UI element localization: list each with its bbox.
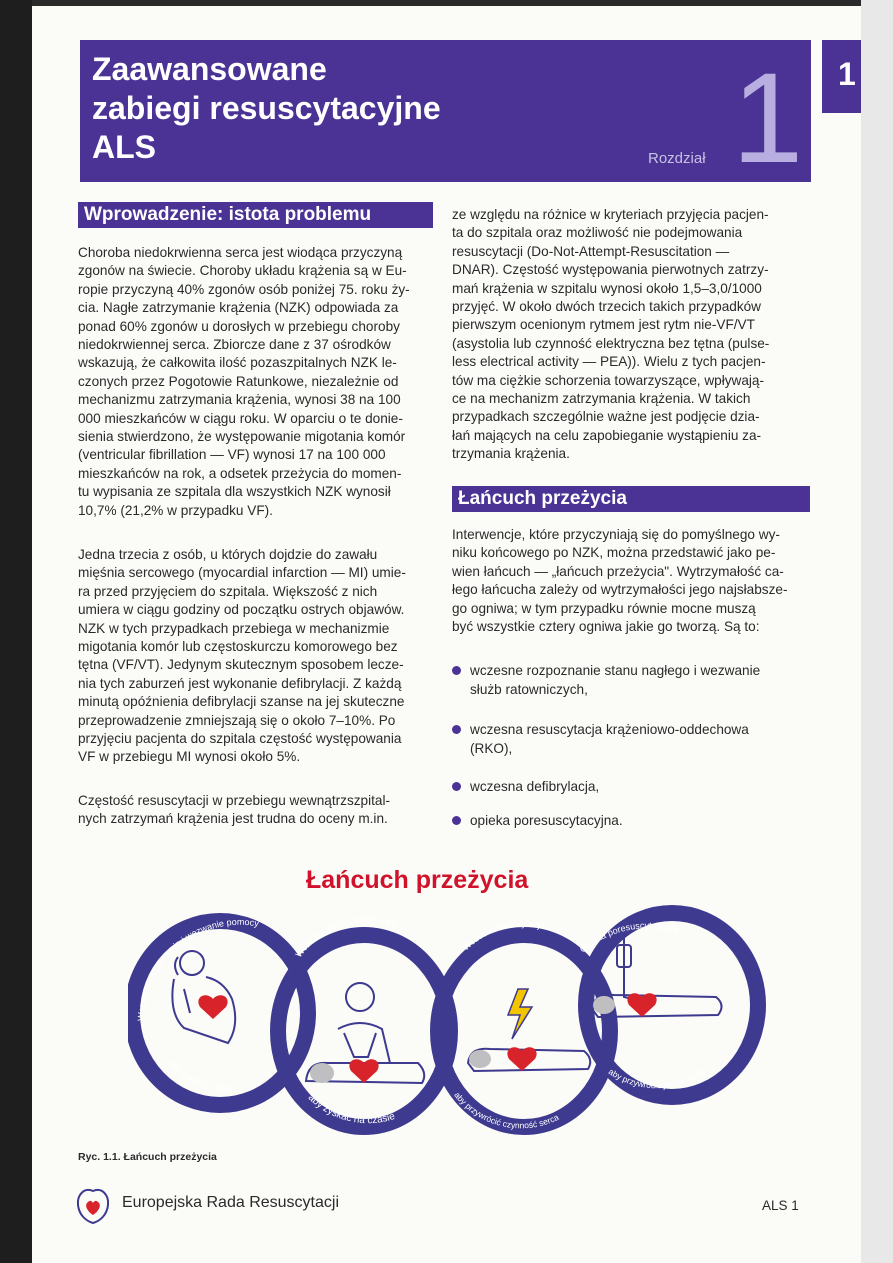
text-line: wczesna defibrylacja,: [470, 779, 600, 794]
text-line: resuscytacji (Do-Not-Attempt-Resuscitation —: [452, 243, 730, 259]
text-line: less electrical activity — PEA)). Wielu z tych pacjen-: [452, 354, 766, 370]
text-line: czonych przez Pogotowie Ratunkowe, niezależnie od: [78, 373, 399, 389]
right-paragraph-2: [452, 526, 787, 636]
text-line: Częstość resuscytacji w przebiegu wewnątrzszpital-: [78, 793, 391, 808]
iv-drip-icon: [617, 937, 648, 1003]
figure-title: Łańcuch przeżycia: [306, 866, 529, 894]
lightning-bolt-icon: [508, 989, 532, 1039]
text-line: (ventricular fibrillation — VF) wynosi 17 na 100 000: [78, 447, 386, 463]
chapter-title-line-2: zabiegi resuscytacyjne: [92, 90, 441, 126]
chapter-tab: 1: [822, 40, 861, 113]
chapter-title-line-3: ALS: [92, 129, 156, 165]
text-line: pierwszym ocenionym rytmem jest rytm nie-VF/VT: [452, 317, 755, 333]
section-heading-intro: Wprowadzenie: istota problemu: [78, 202, 433, 228]
text-line: wczesna resuscytacja krążeniowo-oddechowa: [470, 722, 749, 737]
text-line: Jedna trzecia z osób, u których dojdzie do zawału: [78, 547, 378, 562]
text-line: sienia stwierdzono, że występowanie migotania komór: [78, 429, 406, 445]
text-line: ze względu na różnice w kryteriach przyjęcia pacjen-: [452, 207, 769, 222]
text-line: niku końcowego po NZK, można przedstawić jako pe-: [452, 545, 776, 561]
link4-top-label: [578, 920, 680, 954]
text-line: tów ma ciężkie schorzenia towarzyszące, wpływają-: [452, 372, 765, 388]
bullet-dot-icon: [452, 782, 461, 791]
text-line: opieka poresuscytacyjna.: [470, 813, 623, 828]
text-line: ce na mechanizm zatrzymania krążenia. W takich: [452, 391, 751, 407]
text-line: mechanizmu zatrzymania krążenia, wynosi 38 na 100: [78, 392, 401, 408]
chapter-title-line-1: Zaawansowane: [92, 51, 327, 87]
text-line: być wszystkie cztery ogniwa jakie go tworzą. Są to:: [452, 619, 760, 635]
text-line: DNAR). Częstość występowania pierwotnych zatrzy-: [452, 262, 769, 278]
text-line: mieszkańców na rok, a odsetek przeżycia do momen-: [78, 465, 402, 481]
text-line: cia. Nagłe zatrzymanie krążenia (NZK) odpowiada za: [78, 300, 399, 316]
text-line: umiera w ciągu godziny od początku ostrych objawów.: [78, 602, 405, 618]
link4-bottom-text: aby przywrócić jakość życia: [606, 1065, 708, 1091]
text-line: łań mających na celu zapobieganie wystąpieniu za-: [452, 427, 762, 443]
text-line: nia tych zaburzeń jest wykonanie defibrylacji. Z każdą: [78, 675, 402, 691]
text-line: przeprowadzenie zmniejszają się o około 7–10%. Po: [78, 712, 396, 728]
link3-top-text: Wczesna defibrylacja: [460, 918, 547, 953]
text-line: VF w przebiegu MI wynosi około 5%.: [78, 749, 301, 765]
left-paragraph-2: [78, 546, 406, 767]
patient-head-icon: [310, 1063, 334, 1083]
erc-logo-icon: [74, 1185, 112, 1225]
patient-head-icon: [469, 1050, 491, 1068]
text-line: (RKO),: [470, 741, 513, 756]
chapter-header: [80, 40, 811, 190]
heart-icon: [627, 993, 656, 1017]
text-line: trzymania krążenia.: [452, 446, 570, 462]
text-line: ropie przyczyną 40% zgonów osób poniżej 75. roku ży-: [78, 281, 410, 297]
chain-of-survival-figure: [128, 893, 768, 1139]
link1-top-text: Wczesne rozpoznanie i wezwanie pomocy: [135, 916, 260, 1022]
text-line: łego łańcucha zależy od wytrzymałości jego najsłabsze-: [452, 582, 788, 598]
bullet-dot-icon: [452, 816, 461, 825]
text-line: nych zatrzymań krążenia jest trudna do oceny m.in.: [78, 811, 388, 827]
text-line: minutą opóźnienia defibrylacji szanse na jej skuteczne: [78, 694, 405, 710]
text-line: Interwencje, które przyczyniają się do pomyślnego wy-: [452, 527, 780, 542]
text-line: (asystolia lub czynność elektryczna bez tętna (pulse-: [452, 335, 770, 351]
link1-bottom-text: aby zapobiec NZK: [166, 1057, 234, 1095]
heart-icon: [198, 995, 227, 1019]
text-line: NZK w tych przypadkach przebiega w mechanizmie: [78, 620, 390, 636]
figure-caption: Ryc. 1.1. Łańcuch przeżycia: [78, 1151, 217, 1163]
heart-icon: [507, 1047, 536, 1071]
text-line: go ogniwa; w tym przypadku równie mocne muszą: [452, 600, 756, 616]
text-line: niedokrwiennej serca. Zbiorcze dane z 37 ośrodków: [78, 337, 391, 353]
footer-page-number: ALS 1: [762, 1198, 799, 1213]
scan-edge-right: [861, 0, 893, 1263]
text-line: przyjęć. W około dwóch trzecich takich przypadków: [452, 299, 761, 315]
text-line: przyjęciu pacjenta do szpitala częstość występowania: [78, 731, 402, 747]
text-line: Choroba niedokrwienna serca jest wiodąca przyczyną: [78, 245, 403, 260]
text-line: wien łańcuch — „łańcuch przeżycia". Wytrzymałość ca-: [452, 563, 784, 579]
link1-top-label: [136, 917, 260, 1021]
text-line: tu wypisania ze szpitala dla wszystkich NZK wynosił: [78, 484, 391, 500]
link2-bottom-text: aby zyskać na czasie: [305, 1092, 397, 1127]
text-line: służb ratowniczych,: [470, 682, 588, 697]
patient-head-icon: [593, 996, 615, 1014]
text-line: mań krążenia w szpitalu wynosi około 1,5–3,0/1000: [452, 280, 762, 296]
section-heading-chain: Łańcuch przeżycia: [452, 486, 810, 512]
chapter-label: Rozdział: [648, 150, 706, 167]
text-line: 000 mieszkańców w ciągu roku. W oparciu o te donie-: [78, 410, 403, 426]
footer-organization: Europejska Rada Resuscytacji: [122, 1194, 339, 1211]
link3-bottom-text: aby przywrócić czynność serca: [452, 1089, 561, 1131]
link4-top-text: Opieka poresuscytacyjna: [577, 920, 680, 955]
text-line: wskazują, że całkowita ilość pozaszpitalnych NZK le-: [78, 355, 397, 371]
left-paragraph-1: [78, 244, 410, 520]
text-line: 10,7% (21,2% w przypadku VF).: [78, 502, 273, 518]
scan-edge-left: [0, 0, 32, 1263]
text-line: zgonów na świecie. Choroby układu krążenia są w Eu-: [78, 263, 407, 279]
text-line: ta do szpitala oraz możliwość nie podejmowania: [452, 225, 743, 241]
text-line: migotania komór lub częstoskurczu komorowego bez: [78, 639, 398, 655]
text-line: przypadkach szczególnie ważne jest podjęcie dzia-: [452, 409, 760, 425]
text-line: wczesne rozpoznanie stanu nagłego i wezwanie: [470, 663, 761, 678]
left-paragraph-3: [78, 792, 390, 829]
text-line: ra przed przyjęciem do szpitala. Większość z nich: [78, 583, 378, 599]
text-line: mięśnia sercowego (myocardial infarction — MI) umie-: [78, 565, 406, 581]
right-paragraph-1: [452, 206, 769, 464]
bullet-dot-icon: [452, 666, 461, 675]
text-line: tętna (VF/VT). Jedynym skutecznym sposobem lecze-: [78, 657, 404, 673]
bullet-dot-icon: [452, 725, 461, 734]
chapter-number: 1: [732, 47, 804, 190]
link2-top-text: Wczesne rozpoczęcie RKO: [293, 914, 400, 960]
chapter-title: [92, 50, 441, 167]
text-line: ponad 60% zgonów u dorosłych w przebiegu choroby: [78, 318, 400, 334]
